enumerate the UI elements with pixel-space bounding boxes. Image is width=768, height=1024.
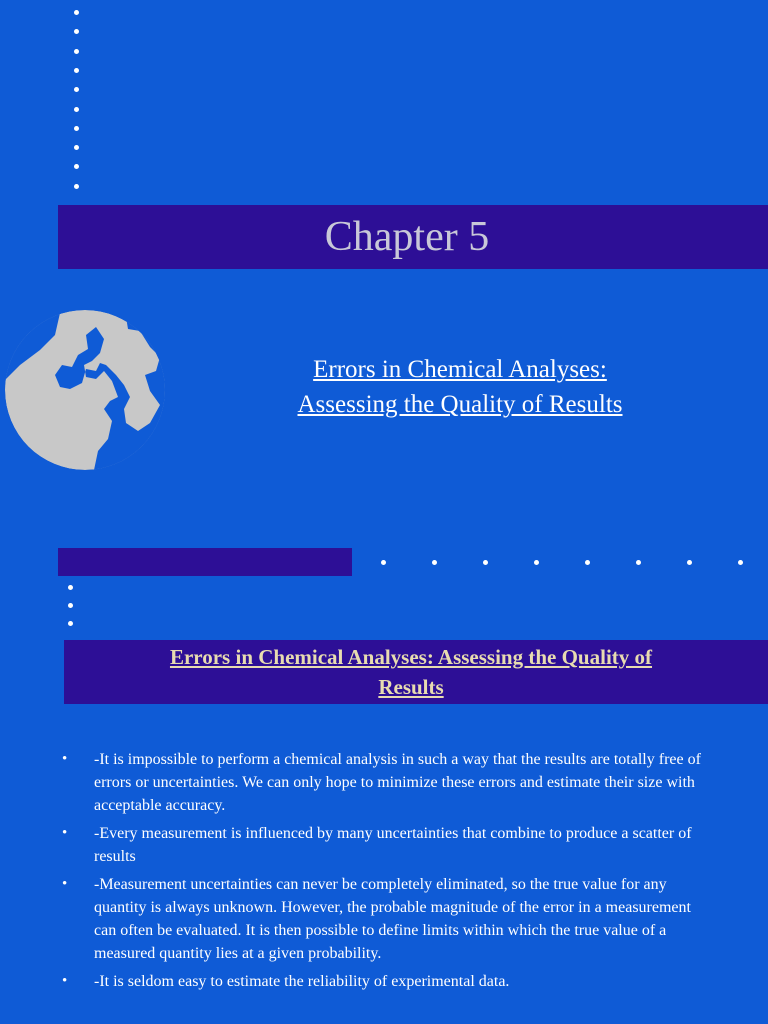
decorative-dot — [74, 68, 79, 73]
bullet-list — [62, 748, 712, 998]
heading-line-1: Errors in Chemical Analyses: Assessing the Quality of — [169, 645, 653, 669]
decorative-dot — [585, 560, 590, 565]
decorative-dot — [68, 585, 73, 590]
list-item — [62, 873, 712, 965]
heading-line-2: Results — [378, 675, 444, 699]
bullet-icon: • — [62, 825, 68, 841]
decorative-dot — [534, 560, 539, 565]
decorative-dot — [74, 10, 79, 15]
title-band — [58, 205, 768, 269]
bullet-text: -Measurement uncertainties can never be completely eliminated, so the true value for any quantity is always unknown. However, the probable magnitude of the error in a measurement can often be evaluated. It is then possible to define limits within which the true value of a measured quantity lies at a given probability. — [94, 876, 691, 962]
bullet-text: -Every measurement is influenced by many uncertainties that combine to produce a scatter of results — [94, 825, 692, 865]
decorative-dot — [68, 603, 73, 608]
decorative-dot — [74, 126, 79, 131]
subtitle — [200, 352, 720, 422]
decorative-dot — [483, 560, 488, 565]
subtitle-line-2: Assessing the Quality of Results — [297, 391, 623, 418]
decorative-dot — [432, 560, 437, 565]
decorative-dot — [636, 560, 641, 565]
decorative-dot — [74, 145, 79, 150]
decorative-dot — [74, 29, 79, 34]
bullet-icon: • — [62, 751, 68, 767]
decorative-dot — [74, 107, 79, 112]
decorative-dot — [74, 164, 79, 169]
decorative-dot — [738, 560, 743, 565]
bullet-text: -It is impossible to perform a chemical analysis in such a way that the results are totally free of errors or uncertainties. We can only hope to minimize these errors and estimate their size with acceptable accuracy. — [94, 751, 701, 814]
slide-heading — [74, 642, 748, 702]
bullet-icon: • — [62, 973, 68, 989]
content-slide — [0, 545, 768, 1024]
globe-icon — [0, 305, 170, 475]
list-item — [62, 970, 712, 993]
bullet-icon: • — [62, 876, 68, 892]
list-item — [62, 822, 712, 868]
chapter-title: Chapter 5 — [324, 214, 490, 260]
decorative-dot — [74, 184, 79, 189]
bullet-text: -It is seldom easy to estimate the reliability of experimental data. — [94, 973, 510, 990]
decorative-dot — [74, 49, 79, 54]
decorative-dot — [687, 560, 692, 565]
list-item — [62, 748, 712, 817]
decorative-dot — [381, 560, 386, 565]
decorative-dot — [68, 621, 73, 626]
heading-band — [64, 640, 768, 704]
decorative-dot — [74, 87, 79, 92]
subtitle-line-1: Errors in Chemical Analyses: — [313, 356, 607, 383]
header-bar — [58, 548, 352, 576]
